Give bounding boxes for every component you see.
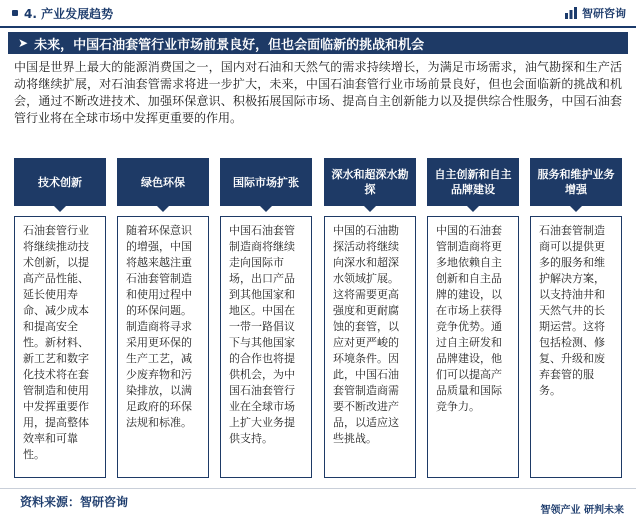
down-arrow-icon [364,206,376,212]
source-label: 资料来源：智研咨询 [20,495,129,509]
card-body: 中国的石油勘探活动将继续向深水和超深水领域扩展。这将需要更高强度和更耐腐蚀的套管，以应对更严峻的环境条件。因此，中国石油套管制造商需要不断改进产品，以适应这些挑战。 [324,216,416,478]
card-title: 自主创新和自主品牌建设 [427,158,519,206]
card-deepwater [324,158,416,478]
trend-cards [14,158,624,478]
header-divider [0,26,636,28]
down-arrow-icon [260,206,272,212]
down-arrow-icon [467,206,479,212]
card-title: 国际市场扩张 [220,158,312,206]
card-title: 服务和维护业务增强 [530,158,622,206]
bullet-icon [12,10,18,16]
card-body: 中国的石油套管制造商将更多地依赖自主创新和自主品牌的建设，以在市场上获得竞争优势。通过自主研发和品牌建设，他们可以提高产品质量和国际竞争力。 [427,216,519,478]
down-arrow-icon [54,206,66,212]
intro-paragraph: 中国是世界上最大的能源消费国之一，国内对石油和天然气的需求持续增长，为满足市场需求，油气勘探和生产活动将继续扩展，对石油套管需求将进一步扩大，未来，中国石油套管行业市场前景良好，但也会面临新的挑战和机会，通过不断改进技术、加强环保意识、积极拓展国际市场、提高自主创新能力以及提供综合性服务，中国石油套管行业将在全球市场中发挥更重要的作用。 [14,60,622,125]
card-title: 技术创新 [14,158,106,206]
slogan: 智领产业 研判未来 [540,505,624,516]
footer-divider [0,488,636,489]
section-tag [0,2,250,24]
down-arrow-icon [570,206,582,212]
card-services [530,158,622,478]
title-banner [8,32,628,54]
card-green [117,158,209,478]
brand [564,3,626,23]
card-tech-innovation [14,158,106,478]
brand-logo-icon [564,6,578,20]
card-body: 中国石油套管制造商将继续走向国际市场，出口产品到其他国家和地区。中国在一带一路倡议下与其他国家的合作也将提供机会，为中国石油套管行业在全球市场上扩大业务提供支持。 [220,216,312,478]
down-arrow-icon [157,206,169,212]
section-label: 4. 产业发展趋势 [24,6,114,21]
card-body: 石油套管行业将继续推动技术创新，以提高产品性能、延长使用寿命、减少成本和提高安全性。新材料、新工艺和数字化技术将在套管制造和使用中发挥重要作用，提高整体效率和可靠性。 [14,216,106,478]
card-international [220,158,312,478]
chevron-right-icon: ➤ [18,36,29,50]
banner-title: 未来，中国石油套管行业市场前景良好，但也会面临新的挑战和机会 [34,37,425,53]
card-body: 随着环保意识的增强，中国将越来越注重石油套管制造和使用过程中的环保问题。制造商将寻求采用更环保的生产工艺，减少废弃物和污染排放，以满足政府的环保法规和标准。 [117,216,209,478]
brand-name: 智研咨询 [582,7,626,20]
card-body: 石油套管制造商可以提供更多的服务和维护解决方案，以支持油井和天然气井的长期运营。这将包括检测、修复、升级和废弃套管的服务。 [530,216,622,478]
card-title: 绿色环保 [117,158,209,206]
card-title: 深水和超深水勘探 [324,158,416,206]
card-self-innovation [427,158,519,478]
